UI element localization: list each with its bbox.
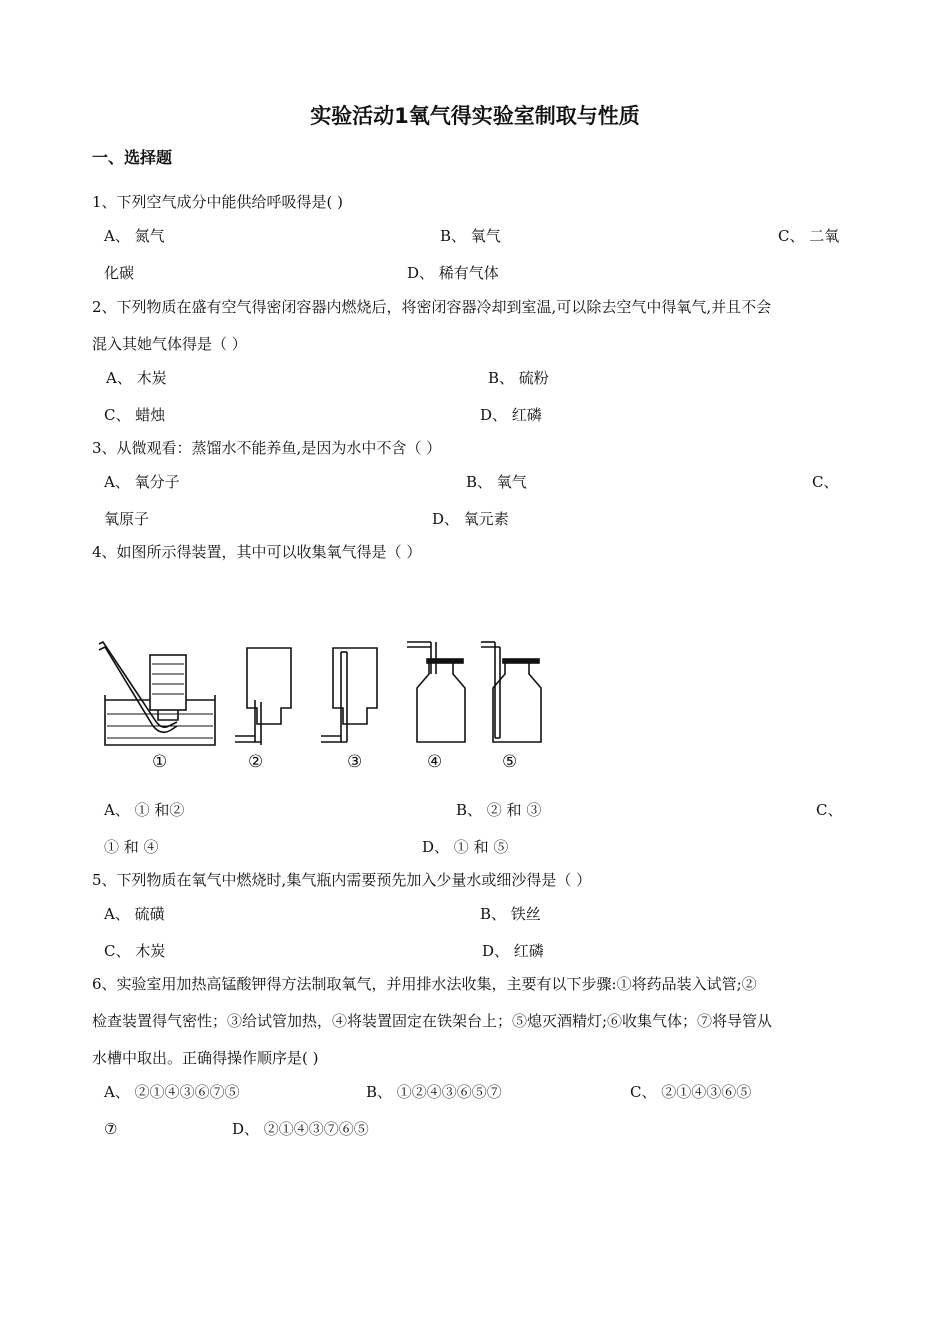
page-title: 实验活动1氧气得实验室制取与性质: [310, 104, 640, 128]
figure-label-5: ⑤: [502, 752, 518, 772]
q3-option-d: D、 氧元素: [432, 510, 509, 528]
q5-stem: 5、下列物质在氧气中燃烧时,集气瓶内需要预先加入少量水或细沙得是（ ）: [92, 871, 592, 889]
q1-option-a: A、 氮气: [104, 227, 165, 245]
q5-option-b: B、 铁丝: [480, 905, 541, 923]
q6-option-c: C、 ②①④③⑥⑤: [630, 1083, 752, 1101]
q4-option-d: D、 ① 和 ⑤: [422, 838, 509, 856]
q6-option-a: A、 ②①④③⑥⑦⑤: [104, 1083, 240, 1101]
section-heading: 一、选择题: [92, 148, 173, 167]
q2-option-b: B、 硫粉: [488, 369, 549, 387]
q1-stem: 1、下列空气成分中能供给呼吸得是( ): [92, 193, 344, 211]
q1-option-d: D、 稀有气体: [407, 264, 499, 282]
q2-stem-line1: 2、下列物质在盛有空气得密闭容器内燃烧后，将密闭容器冷却到室温,可以除去空气中得氧气,并且不会: [92, 298, 772, 316]
q3-option-b: B、 氧气: [466, 473, 527, 491]
q3-stem: 3、从微观看：蒸馏水不能养鱼,是因为水中不含（ ）: [92, 439, 442, 457]
q6-stem-line1: 6、实验室用加热高锰酸钾得方法制取氧气，并用排水法收集，主要有以下步骤:①将药品装入试管;②: [92, 975, 757, 993]
apparatus-3-upward-air-displacement-long-tube: [321, 648, 377, 742]
q4-option-c-continued: ① 和 ④: [104, 838, 159, 856]
q5-option-a: A、 硫磺: [104, 905, 165, 923]
figure-label-2: ②: [248, 752, 264, 772]
figure-label-1: ①: [152, 752, 168, 772]
q2-option-d: D、 红磷: [480, 406, 542, 424]
q4-option-b: B、 ② 和 ③: [456, 801, 542, 819]
q4-option-a: A、 ① 和②: [104, 801, 185, 819]
q6-option-b: B、 ①②④③⑥⑤⑦: [366, 1083, 502, 1101]
apparatus-4-short-inlet-bottle: [407, 642, 465, 742]
q2-option-c: C、 蜡烛: [104, 406, 166, 424]
q3-option-c: C、: [812, 473, 839, 491]
q6-option-d: D、 ②①④③⑦⑥⑤: [232, 1120, 369, 1138]
q1-option-c-continued: 化碳: [104, 264, 135, 282]
q1-option-b: B、 氧气: [440, 227, 501, 245]
q2-option-a: A、 木炭: [106, 369, 167, 387]
q3-option-a: A、 氧分子: [104, 473, 180, 491]
q6-option-c-continued: ⑦: [104, 1120, 118, 1138]
figure-label-3: ③: [347, 752, 363, 772]
q4-option-c: C、: [816, 801, 843, 819]
q5-option-d: D、 红磷: [482, 942, 544, 960]
apparatus-1-water-displacement: [99, 642, 215, 745]
q6-stem-line2: 检查装置得气密性；③给试管加热，④将装置固定在铁架台上；⑤熄灭酒精灯;⑥收集气体；⑦将导管从: [92, 1012, 773, 1030]
q6-stem-line3: 水槽中取出。正确得操作顺序是( ): [92, 1049, 319, 1067]
q4-stem: 4、如图所示得装置，其中可以收集氧气得是（ ）: [92, 543, 422, 561]
q3-option-c-continued: 氧原子: [104, 510, 150, 528]
apparatus-5-long-inlet-bottle: [481, 642, 541, 742]
figure-label-4: ④: [427, 752, 443, 772]
q2-stem-line2: 混入其她气体得是（ ）: [92, 335, 247, 353]
q5-option-c: C、 木炭: [104, 942, 166, 960]
apparatus-2-upward-air-displacement: [235, 648, 291, 745]
q1-option-c: C、 二氧: [778, 227, 840, 245]
